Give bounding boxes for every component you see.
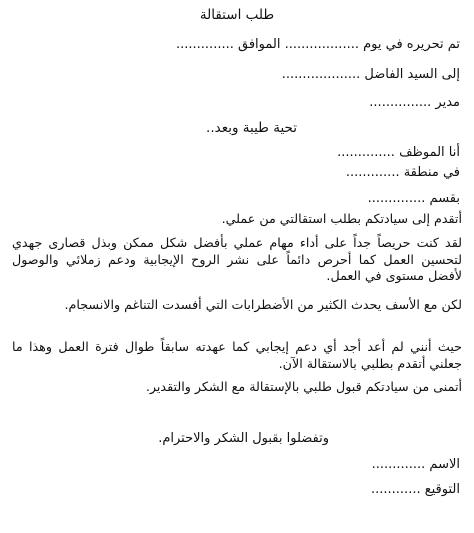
name-line: الاسم .............	[371, 457, 460, 472]
date-line: تم تحريره في يوم .................. الموافق ..............	[176, 37, 460, 52]
closing: وتفضلوا بقبول الشكر والاحترام.	[158, 431, 329, 446]
manager-line: مدير ...............	[369, 95, 460, 110]
paragraph-no-support: حيث أنني لم أعد أجد أي دعم إيجابي كما عهدته سابقاً طوال فترة العمل وهذا ما جعلني أتقدم بطلبي بالاستقالة الآن.	[12, 339, 462, 371]
paragraph-hope: أتمنى من سيادتكم قبول طلبي بالإستقالة مع الشكر والتقدير.	[145, 379, 462, 394]
paragraph-request: أتقدم إلى سيادتكم بطلب استقالتي من عملي.	[221, 211, 462, 226]
signature-line: التوقيع ............	[371, 482, 460, 497]
paragraph-dedication: لقد كنت حريصاً جداً على أداء مهام عملي بأفضل شكل ممكن وبذل قصارى جهدي لتحسين العمل كما أحرص دائماً على نشر الروح الإيجابية ودعم زملائي والوصول لأفضل مستوى في العمل.	[12, 235, 462, 283]
paragraph-disturbances: لكن مع الأسف يحدث الكثير من الأضطرابات التي أفسدت التناغم والانسجام.	[64, 297, 462, 312]
department-line: بقسم ..............	[367, 191, 460, 206]
greeting: تحية طيبة وبعد..	[206, 120, 297, 136]
region-line: في منطقة .............	[345, 165, 460, 180]
employee-line: أنا الموظف ..............	[337, 145, 460, 160]
recipient-line: إلى السيد الفاضل ...................	[281, 67, 460, 82]
letter-title: طلب استقالة	[199, 7, 275, 23]
